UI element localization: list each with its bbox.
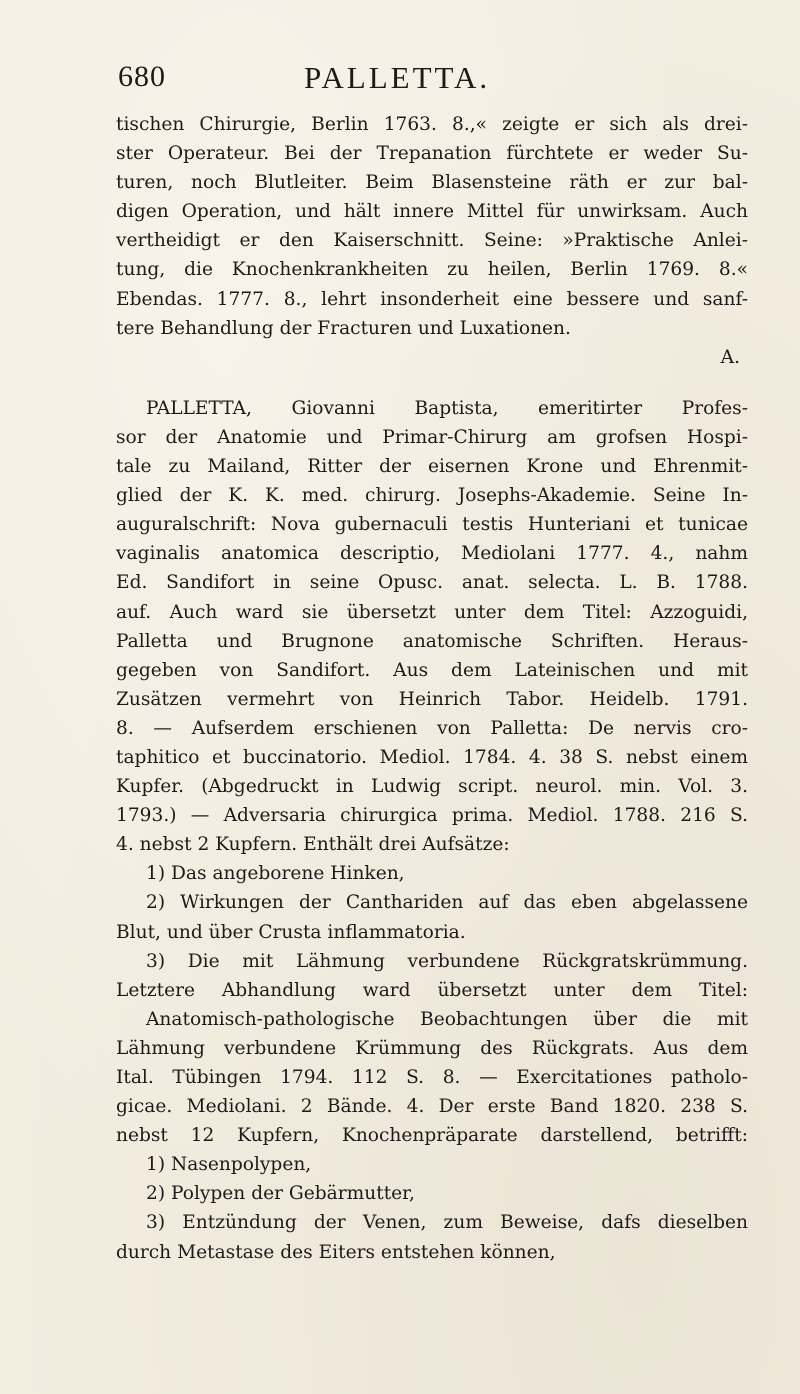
text-line: digen Operation, und hält innere Mittel für unwirksam. Auch: [116, 201, 748, 223]
page-header: [118, 60, 738, 100]
entry-heading-line: PALLETTA, Giovanni Baptista, emeritirter Profes-: [146, 397, 748, 419]
text-line: Zusätzen vermehrt von Heinrich Tabor. Heidelb. 1791.: [116, 688, 748, 710]
entry-gap: [116, 372, 748, 394]
text-line: 4. nebst 2 Kupfern. Enthält drei Aufsätze:: [116, 834, 510, 856]
text-line: 8. — Aufserdem erschienen von Palletta: De nervis cro-: [116, 717, 748, 739]
list-item: 2) Polypen der Gebärmutter,: [146, 1183, 415, 1205]
text-line: auf. Auch ward sie übersetzt unter dem Titel: Azzoguidi,: [116, 601, 748, 623]
text-line: tung, die Knochenkrankheiten zu heilen, Berlin 1769. 8.«: [116, 259, 748, 281]
text-line: auguralschrift: Nova gubernaculi testis Hunteriani et tunicae: [116, 514, 748, 536]
text-line: Blut, und über Crusta inflammatoria.: [116, 921, 466, 943]
text-line: taphitico et buccinatorio. Mediol. 1784. 4. 38 S. nebst einem: [116, 746, 748, 768]
text-line: turen, noch Blutleiter. Beim Blasensteine räth er zur bal-: [116, 172, 748, 194]
text-line: Ed. Sandifort in seine Opusc. anat. selecta. L. B. 1788.: [116, 572, 748, 594]
page-number: 680: [118, 60, 166, 93]
text-line: ster Operateur. Bei der Trepanation fürchtete er weder Su-: [116, 143, 748, 165]
text-line: tischen Chirurgie, Berlin 1763. 8.,« zeigte er sich als drei-: [116, 114, 748, 135]
text-line: Kupfer. (Abgedruckt in Ludwig script. neurol. min. Vol. 3.: [116, 776, 748, 798]
text-line: sor der Anatomie und Primar-Chirurg am grofsen Hospi-: [116, 426, 748, 448]
text-line: Lähmung verbundene Krümmung des Rückgrats. Aus dem: [116, 1037, 748, 1059]
running-head: PALLETTA.: [304, 60, 491, 95]
list-item: 3) Die mit Lähmung verbundene Rückgratskrümmung.: [146, 950, 748, 972]
text-line: gicae. Mediolani. 2 Bände. 4. Der erste Band 1820. 238 S.: [116, 1096, 748, 1118]
text-line: Anatomisch-pathologische Beobachtungen über die mit: [146, 1008, 748, 1030]
list-item: 1) Das angeborene Hinken,: [146, 863, 405, 885]
text-line: Palletta und Brugnone anatomische Schriften. Heraus-: [116, 630, 748, 652]
list-item: 2) Wirkungen der Canthariden auf das eben abgelassene: [146, 892, 748, 914]
text-line: Letztere Abhandlung ward übersetzt unter dem Titel:: [116, 979, 748, 1001]
body-text: [116, 110, 748, 1267]
text-line: vertheidigt er den Kaiserschnitt. Seine: »Praktische Anlei-: [116, 230, 748, 252]
text-line: vaginalis anatomica descriptio, Mediolani 1777. 4., nahm: [116, 543, 748, 565]
text-line: gegeben von Sandifort. Aus dem Lateinischen und mit: [116, 659, 748, 681]
text-line: tere Behandlung der Fracturen und Luxationen.: [116, 317, 571, 339]
text-line: glied der K. K. med. chirurg. Josephs-Akademie. Seine In-: [116, 485, 748, 507]
text-line: tale zu Mailand, Ritter der eisernen Krone und Ehrenmit-: [116, 456, 748, 478]
text-line: 1793.) — Adversaria chirurgica prima. Mediol. 1788. 216 S.: [116, 805, 748, 827]
author-initial: A.: [720, 346, 740, 368]
text-line: durch Metastase des Eiters entstehen können,: [116, 1241, 556, 1263]
text-line: Ital. Tübingen 1794. 112 S. 8. — Exercitationes patholo-: [116, 1067, 748, 1088]
text-line: nebst 12 Kupfern, Knochenpräparate darstellend, betrifft:: [116, 1125, 748, 1147]
list-item: 3) Entzündung der Venen, zum Beweise, dafs dieselben: [146, 1212, 748, 1234]
text-line: Ebendas. 1777. 8., lehrt insonderheit eine bessere und sanf-: [116, 288, 748, 310]
list-item: 1) Nasenpolypen,: [146, 1154, 312, 1176]
